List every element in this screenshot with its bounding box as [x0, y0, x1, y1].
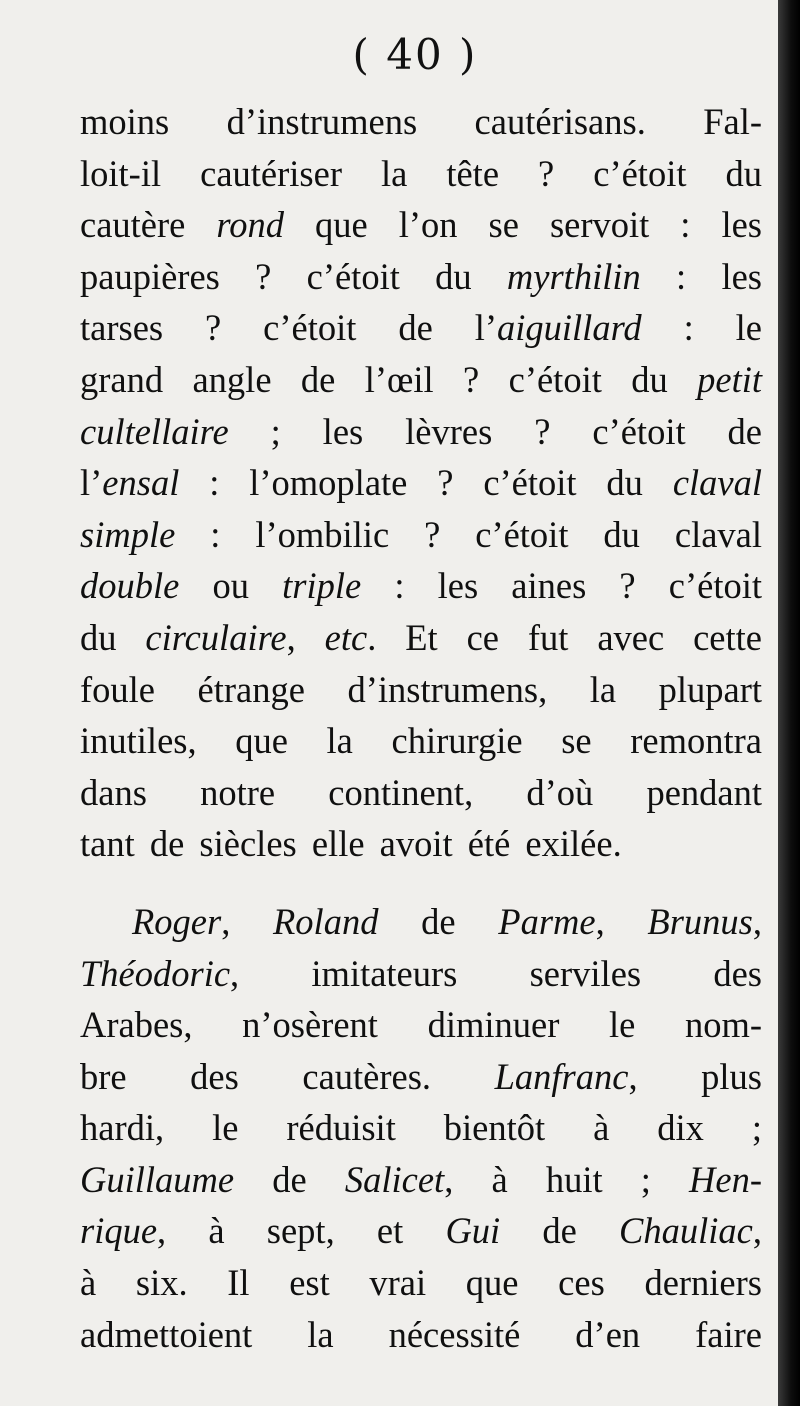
line-text: du — [80, 616, 146, 658]
line-text: de — [378, 900, 499, 942]
line-text: , imitateurs serviles des — [230, 952, 762, 994]
line-text: , plus — [628, 1055, 762, 1097]
line-text: , — [221, 900, 274, 942]
italic-term: Roland — [273, 900, 379, 942]
text-line — [80, 1309, 762, 1361]
italic-term: rond — [216, 204, 284, 246]
italic-term: Salicet — [344, 1158, 445, 1200]
italic-term: circulaire — [145, 616, 287, 658]
italic-term: petit — [697, 358, 762, 400]
text-line — [80, 560, 762, 612]
text-line — [80, 948, 762, 1000]
line-text: cautère — [80, 204, 217, 246]
line-text: foule étrange d’instrumens, la plupart — [80, 668, 762, 710]
line-text: , — [595, 900, 648, 942]
text-line — [80, 818, 762, 870]
italic-term: Brunus — [647, 900, 753, 942]
line-text: tant de siècles elle avoit été exilée. — [80, 823, 622, 865]
italic-term: Gui — [445, 1210, 501, 1252]
line-text: , — [286, 616, 325, 658]
line-text: ; les lèvres ? c’étoit de — [228, 410, 762, 452]
line-text: , à sept, et — [157, 1210, 446, 1252]
line-text: Arabes, n’osèrent diminuer le nom- — [80, 1004, 762, 1046]
line-text: l’ — [80, 462, 103, 504]
italic-term: Guillaume — [80, 1158, 235, 1200]
italic-term: Hen- — [689, 1158, 763, 1200]
line-text: : le — [641, 307, 763, 349]
text-line — [80, 457, 762, 509]
paragraph-1 — [80, 96, 762, 870]
text-line — [80, 406, 762, 458]
italic-term: ensal — [102, 462, 180, 504]
text-line — [80, 509, 762, 561]
line-text: tarses ? c’étoit de l’ — [80, 307, 497, 349]
text-line — [80, 354, 762, 406]
line-text: loit-il cautériser la tête ? c’étoit du — [80, 152, 762, 194]
page-edge-shadow — [778, 0, 800, 1406]
line-text: : les — [640, 255, 763, 297]
line-text: ou — [179, 565, 283, 607]
text-line — [80, 999, 762, 1051]
italic-term: claval — [672, 462, 762, 504]
body-text — [80, 96, 762, 1360]
text-line — [80, 715, 762, 767]
italic-term: double — [80, 565, 180, 607]
text-line — [80, 1205, 762, 1257]
text-line — [80, 664, 762, 716]
italic-term: Chauliac — [619, 1210, 753, 1252]
line-text: de — [234, 1158, 345, 1200]
text-line — [80, 1154, 762, 1206]
line-text: que l’on se servoit : les — [283, 204, 762, 246]
line-text: , — [752, 900, 762, 942]
line-text: à six. Il est vrai que ces derniers — [80, 1262, 762, 1304]
line-text: inutiles, que la chirurgie se remontra — [80, 720, 762, 762]
text-line — [80, 612, 762, 664]
text-line — [80, 148, 762, 200]
text-line — [80, 302, 762, 354]
italic-term: simple — [80, 513, 176, 555]
italic-term: rique — [80, 1210, 158, 1252]
paragraph-2 — [80, 896, 762, 1360]
line-text: : les aines ? c’étoit — [361, 565, 762, 607]
text-line — [80, 1051, 762, 1103]
text-line — [80, 896, 762, 948]
line-text: de — [500, 1210, 620, 1252]
italic-term: Roger — [132, 900, 222, 942]
text-line — [80, 1102, 762, 1154]
text-line — [80, 767, 762, 819]
line-text: hardi, le réduisit bientôt à dix ; — [80, 1107, 762, 1149]
line-text: bre des cautères. — [80, 1055, 495, 1097]
line-text: moins d’instrumens cautérisans. Fal- — [80, 101, 762, 142]
line-text: grand angle de l’œil ? c’étoit du — [80, 358, 698, 400]
paragraph-gap — [80, 870, 762, 896]
line-text: : l’omoplate ? c’étoit du — [179, 462, 673, 504]
line-text: admettoient la nécessité d’en faire — [80, 1313, 762, 1355]
line-text: . Et ce fut avec cette — [367, 616, 762, 658]
italic-term: Théodoric — [80, 952, 231, 994]
italic-term: myrthilin — [506, 255, 641, 297]
line-text: paupières ? c’étoit du — [80, 255, 507, 297]
italic-term: aiguillard — [497, 307, 642, 349]
italic-term: triple — [282, 565, 362, 607]
italic-term: Parme — [498, 900, 596, 942]
line-text: , à huit ; — [444, 1158, 690, 1200]
text-line — [80, 1257, 762, 1309]
page-number: ( 40 ) — [352, 30, 478, 79]
italic-term: Lanfranc — [494, 1055, 629, 1097]
italic-term: cultellaire — [80, 410, 229, 452]
line-text: : l’ombilic ? c’étoit du claval — [175, 513, 762, 555]
text-line — [80, 251, 762, 303]
text-line — [80, 96, 762, 148]
line-text: , — [752, 1210, 762, 1252]
text-line — [80, 199, 762, 251]
italic-term: etc — [324, 616, 368, 658]
line-text: dans notre continent, d’où pendant — [80, 771, 762, 813]
